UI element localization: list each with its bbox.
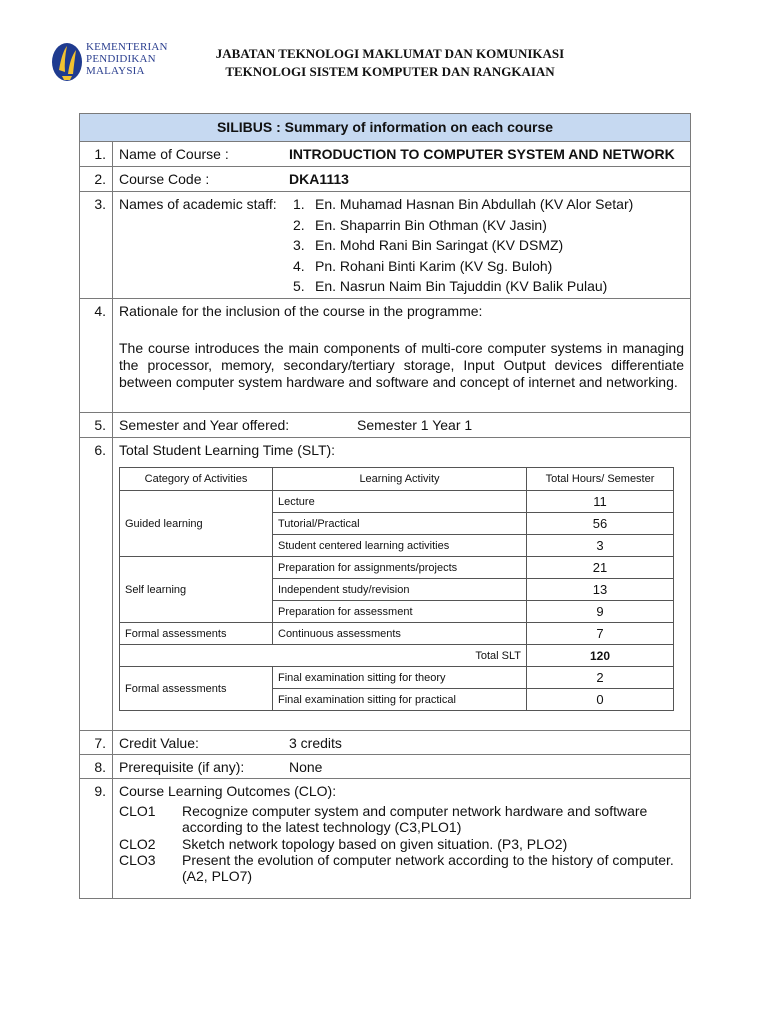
logo-line-2: PENDIDIKAN [86,53,156,65]
table-row [120,623,674,645]
column-header: Total Hours/ Semester [527,468,674,491]
list-item: CLO1 Recognize computer system and computer network hardware and software according to the latest technology (C3,PLO1) [119,803,648,836]
row-course-code [80,167,690,192]
syllabus-title: SILIBUS : Summary of information on each course [80,114,690,142]
academic-staff-label: Names of academic staff: [119,196,277,212]
hours-cell: 9 [527,601,674,623]
row-number: 2. [80,167,113,191]
row-academic-staff [80,192,690,299]
list-item: 3. En. Mohd Rani Bin Saringat (KV DSMZ) [293,237,564,253]
table-row [120,557,674,579]
academic-staff-list [293,196,633,299]
credit-value-label: Credit Value: [119,735,199,751]
row-number: 9. [80,779,113,898]
hours-cell: 2 [527,667,674,689]
row-slt [80,438,690,731]
clo-list [119,803,690,884]
list-item: 4. Pn. Rohani Binti Karim (KV Sg. Buloh) [293,257,553,274]
slt-label: Total Student Learning Time (SLT): [119,442,336,458]
clo-label: Course Learning Outcomes (CLO): [119,783,337,799]
total-value: 120 [527,645,674,667]
row-prerequisite [80,755,690,779]
total-row [120,645,674,667]
category-cell: Self learning [120,557,273,623]
activity-cell: Tutorial/Practical [273,513,527,535]
course-code-value: DKA1113 [289,171,349,187]
table-row [120,491,674,513]
logo-line-1: KEMENTERIAN [86,41,168,53]
category-cell: Guided learning [120,491,273,557]
column-header: Category of Activities [120,468,273,491]
hours-cell: 3 [527,535,674,557]
row-semester [80,413,690,438]
credit-value: 3 credits [289,735,342,751]
row-number: 8. [80,755,113,778]
course-code-label: Course Code : [119,171,210,187]
row-number: 1. [80,142,113,166]
ministry-logo [50,40,175,88]
list-item: 5. En. Nasrun Naim Bin Tajuddin (KV Balik Pulau) [293,278,608,294]
table-header-row [120,468,674,491]
course-name-label: Name of Course : [119,146,229,162]
hours-cell: 0 [527,689,674,711]
row-rationale [80,299,690,413]
row-number: 5. [80,413,113,437]
row-course-name [80,142,690,167]
course-name-value: INTRODUCTION TO COMPUTER SYSTEM AND NETWORK [289,146,675,162]
category-cell: Formal assessments [120,623,273,645]
list-item: 2. En. Shaparrin Bin Othman (KV Jasin) [293,216,547,233]
logo-line-3: MALAYSIA [86,65,145,77]
category-cell: Formal assessments [120,667,273,711]
list-item: CLO3 Present the evolution of computer network according to the history of computer. (A2, PLO7) [119,851,674,885]
activity-cell: Independent study/revision [273,579,527,601]
column-header: Learning Activity [273,468,527,491]
table-row [120,667,674,689]
total-label: Total SLT [120,645,527,667]
activity-cell: Final examination sitting for practical [273,689,527,711]
activity-cell: Lecture [273,491,527,513]
syllabus-table [79,113,691,899]
row-number: 7. [80,731,113,754]
activity-cell: Student centered learning activities [273,535,527,557]
list-item: 1. En. Muhamad Hasnan Bin Abdullah (KV Alor Setar) [293,196,634,212]
prerequisite-value: None [289,759,323,775]
activity-cell: Preparation for assessment [273,601,527,623]
rationale-label: Rationale for the inclusion of the course in the programme: [119,303,483,319]
activity-cell: Final examination sitting for theory [273,667,527,689]
ministry-emblem-icon [50,40,84,84]
row-number: 4. [80,299,113,412]
rationale-text: The course introduces the main components of multi-core computer systems in managing the processor, memory, secondary/tertiary storage, Input Output devices differentiate between computer system hardware and software and concept of internet and networking. [119,340,684,390]
activity-cell: Continuous assessments [273,623,527,645]
hours-cell: 7 [527,623,674,645]
hours-cell: 11 [527,491,674,513]
row-number: 6. [80,438,113,730]
semester-value: Semester 1 Year 1 [357,417,473,433]
hours-cell: 13 [527,579,674,601]
semester-label: Semester and Year offered: [119,417,290,433]
row-number: 3. [80,192,113,298]
slt-table [119,467,674,711]
hours-cell: 21 [527,557,674,579]
list-item: CLO2 Sketch network topology based on given situation. (P3, PLO2) [119,835,568,852]
department-name: JABATAN TEKNOLOGI MAKLUMAT DAN KOMUNIKASI [215,46,565,61]
document-header [0,0,768,110]
prerequisite-label: Prerequisite (if any): [119,759,245,775]
hours-cell: 56 [527,513,674,535]
activity-cell: Preparation for assignments/projects [273,557,527,579]
ministry-wordmark [86,41,168,77]
row-credit-value [80,731,690,755]
row-clo [80,779,690,899]
programme-name: TEKNOLOGI SISTEM KOMPUTER DAN RANGKAIAN [225,64,555,79]
